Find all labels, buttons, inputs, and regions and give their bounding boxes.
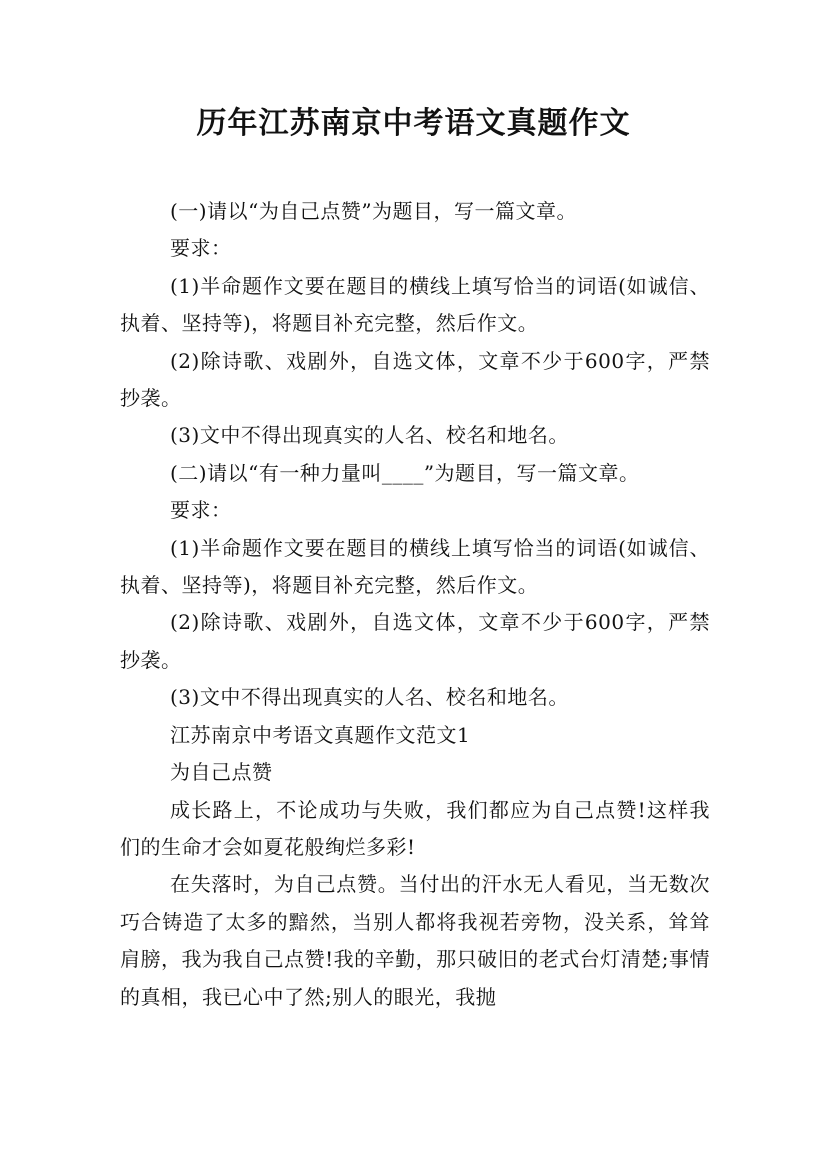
sample-essay-heading: 江苏南京中考语文真题作文范文1 bbox=[170, 722, 471, 747]
prompt-one-requirement-1: (1)半命题作文要在题目的横线上填写恰当的词语(如诚信、执着、坚持等)，将题目补充完整，然后作文。 bbox=[120, 273, 710, 336]
prompt-one-requirements-label: 要求： bbox=[170, 236, 232, 261]
prompt-one-heading: (一)请以“为自己点赞”为题目，写一篇文章。 bbox=[170, 199, 578, 223]
prompt-two-requirement-3: (3)文中不得出现真实的人名、校名和地名。 bbox=[170, 685, 569, 710]
prompt-two-heading: (二)请以“有一种力量叫____”为题目，写一篇文章。 bbox=[170, 460, 640, 485]
essay-paragraph-2: 在失落时，为自己点赞。当付出的汗水无人看见，当无数次巧合铸造了太多的黯然，当别人都将我视若旁物，没关系，耸耸肩膀，我为我自己点赞!我的辛勤，那只破旧的老式台灯清楚;事情的真相，我已心中了然;别人的眼光，我抛 bbox=[120, 872, 710, 1009]
document-body bbox=[120, 193, 710, 1016]
essay-paragraph-1: 成长路上，不论成功与失败，我们都应为自己点赞!这样我们的生命才会如夏花般绚烂多彩! bbox=[120, 797, 710, 859]
prompt-one-requirement-3: (3)文中不得出现真实的人名、校名和地名。 bbox=[170, 423, 569, 448]
prompt-two-requirement-2: (2)除诗歌、戏剧外，自选文体，文章不少于600字，严禁抄袭。 bbox=[120, 610, 710, 672]
prompt-two-requirement-1: (1)半命题作文要在题目的横线上填写恰当的词语(如诚信、执着、坚持等)，将题目补充完整，然后作文。 bbox=[120, 535, 710, 598]
sample-essay-title: 为自己点赞 bbox=[170, 760, 273, 785]
prompt-two-requirements-label: 要求： bbox=[170, 498, 232, 523]
prompt-one-requirement-2: (2)除诗歌、戏剧外，自选文体，文章不少于600字，严禁抄袭。 bbox=[120, 348, 710, 411]
document-title: 历年江苏南京中考语文真题作文 bbox=[196, 106, 631, 141]
